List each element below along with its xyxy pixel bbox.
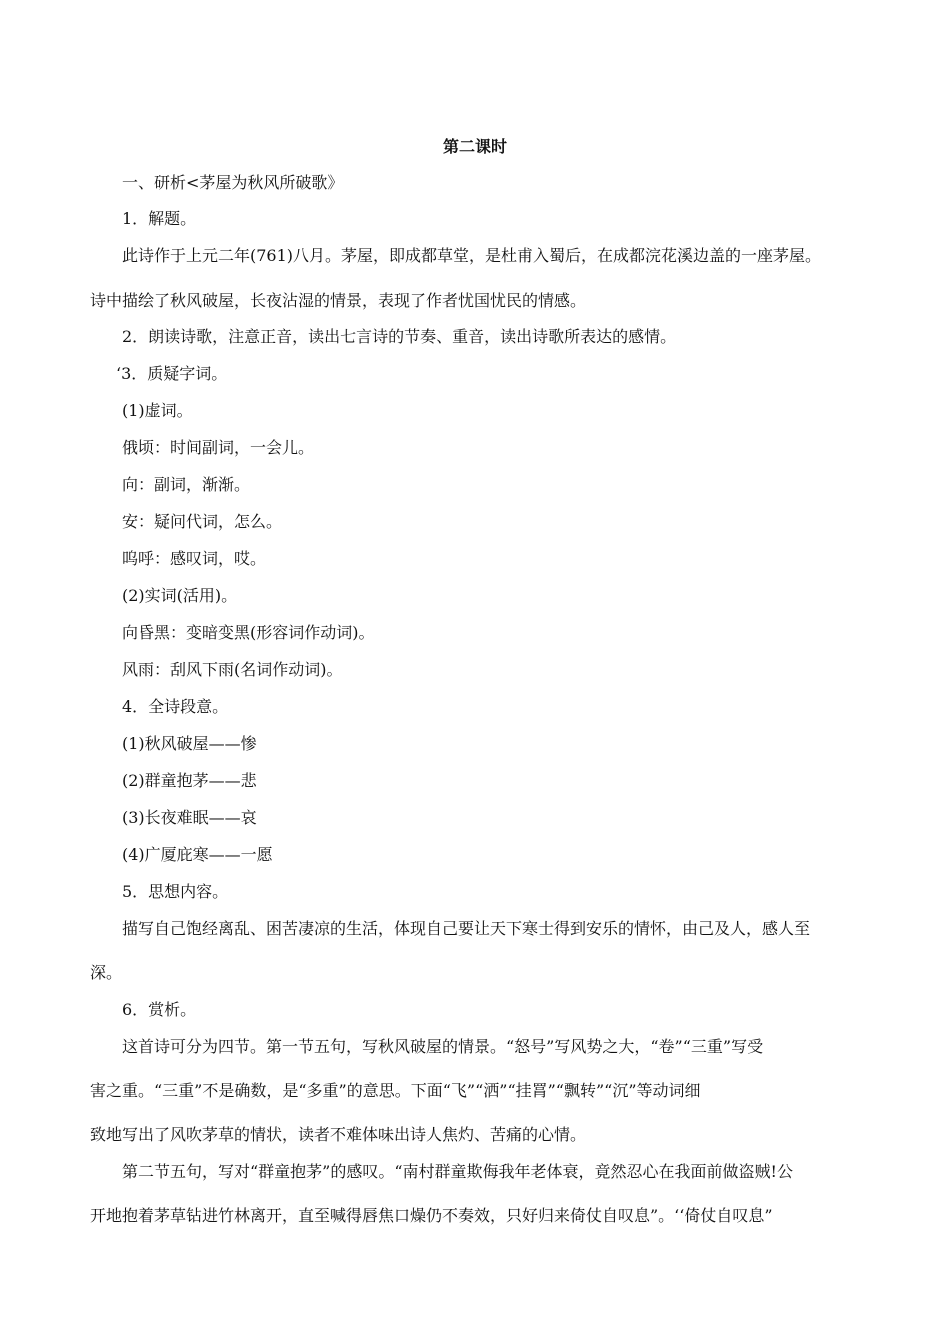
list-item: (1)秋风破屋——惨 [122,734,257,753]
sub-heading: (1)虚词。 [122,401,193,420]
section-heading: 一、研析<茅屋为秋风所破歌》 [122,173,344,192]
item-heading: 1．解题。 [122,209,197,228]
paragraph-line: 诗中描绘了秋风破屋，长夜沾湿的情景，表现了作者忧国忧民的情感。 [90,291,587,310]
definition-line: 向：副词，渐渐。 [122,475,251,494]
paragraph-line: 致地写出了风吹茅草的情状，读者不难体味出诗人焦灼、苦痛的心情。 [90,1125,587,1144]
list-item: (4)广厦庇寒——一愿 [122,845,273,864]
definition-line: 俄顷：时间副词，一会儿。 [122,438,315,457]
item-heading: ‘3．质疑字词。 [116,364,228,383]
paragraph-line: 此诗作于上元二年(761)八月。茅屋，即成都草堂，是杜甫入蜀后，在成都浣花溪边盖的一座茅屋。 [122,246,822,265]
paragraph-line: 深。 [90,963,123,982]
definition-line: 安：疑问代词，怎么。 [122,512,283,531]
item-heading: 5．思想内容。 [122,882,229,901]
item-heading: 4．全诗段意。 [122,697,229,716]
list-item: (2)群童抱茅——悲 [122,771,257,790]
paragraph-line: 这首诗可分为四节。第一节五句，写秋风破屋的情景。“怒号”写风势之大，“卷”“三重”写受 [122,1037,764,1056]
sub-heading: (2)实词(活用)。 [122,586,238,605]
paragraph-line: 第二节五句，写对“群童抱茅”的感叹。“南村群童欺侮我年老体衰，竟然忍心在我面前做盗贼!公 [122,1162,793,1181]
definition-line: 向昏黑：变暗变黑(形容词作动词)。 [122,623,375,642]
item-heading: 6．赏析。 [122,1000,197,1019]
definition-line: 风雨：刮风下雨(名词作动词)。 [122,660,343,679]
paragraph-line: 开地抱着茅草钻进竹林离开，直至喊得唇焦口燥仍不奏效，只好归来倚仗自叹息”。‘‘倚仗自叹息” [90,1206,773,1225]
lesson-title: 第二课时 [442,137,507,156]
paragraph-line: 描写自己饱经离乱、困苦凄凉的生活，体现自己要让天下寒士得到安乐的情怀，由己及人，感人至 [122,919,811,938]
definition-line: 呜呼：感叹词，哎。 [122,549,267,568]
list-item: (3)长夜难眠——哀 [122,808,257,827]
item-heading: 2．朗读诗歌，注意正音，读出七言诗的节奏、重音，读出诗歌所表达的感情。 [122,327,677,346]
paragraph-line: 害之重。“三重”不是确数，是“多重”的意思。下面“飞”“洒”“挂罥”“飘转”“沉”等动词细 [90,1081,701,1100]
